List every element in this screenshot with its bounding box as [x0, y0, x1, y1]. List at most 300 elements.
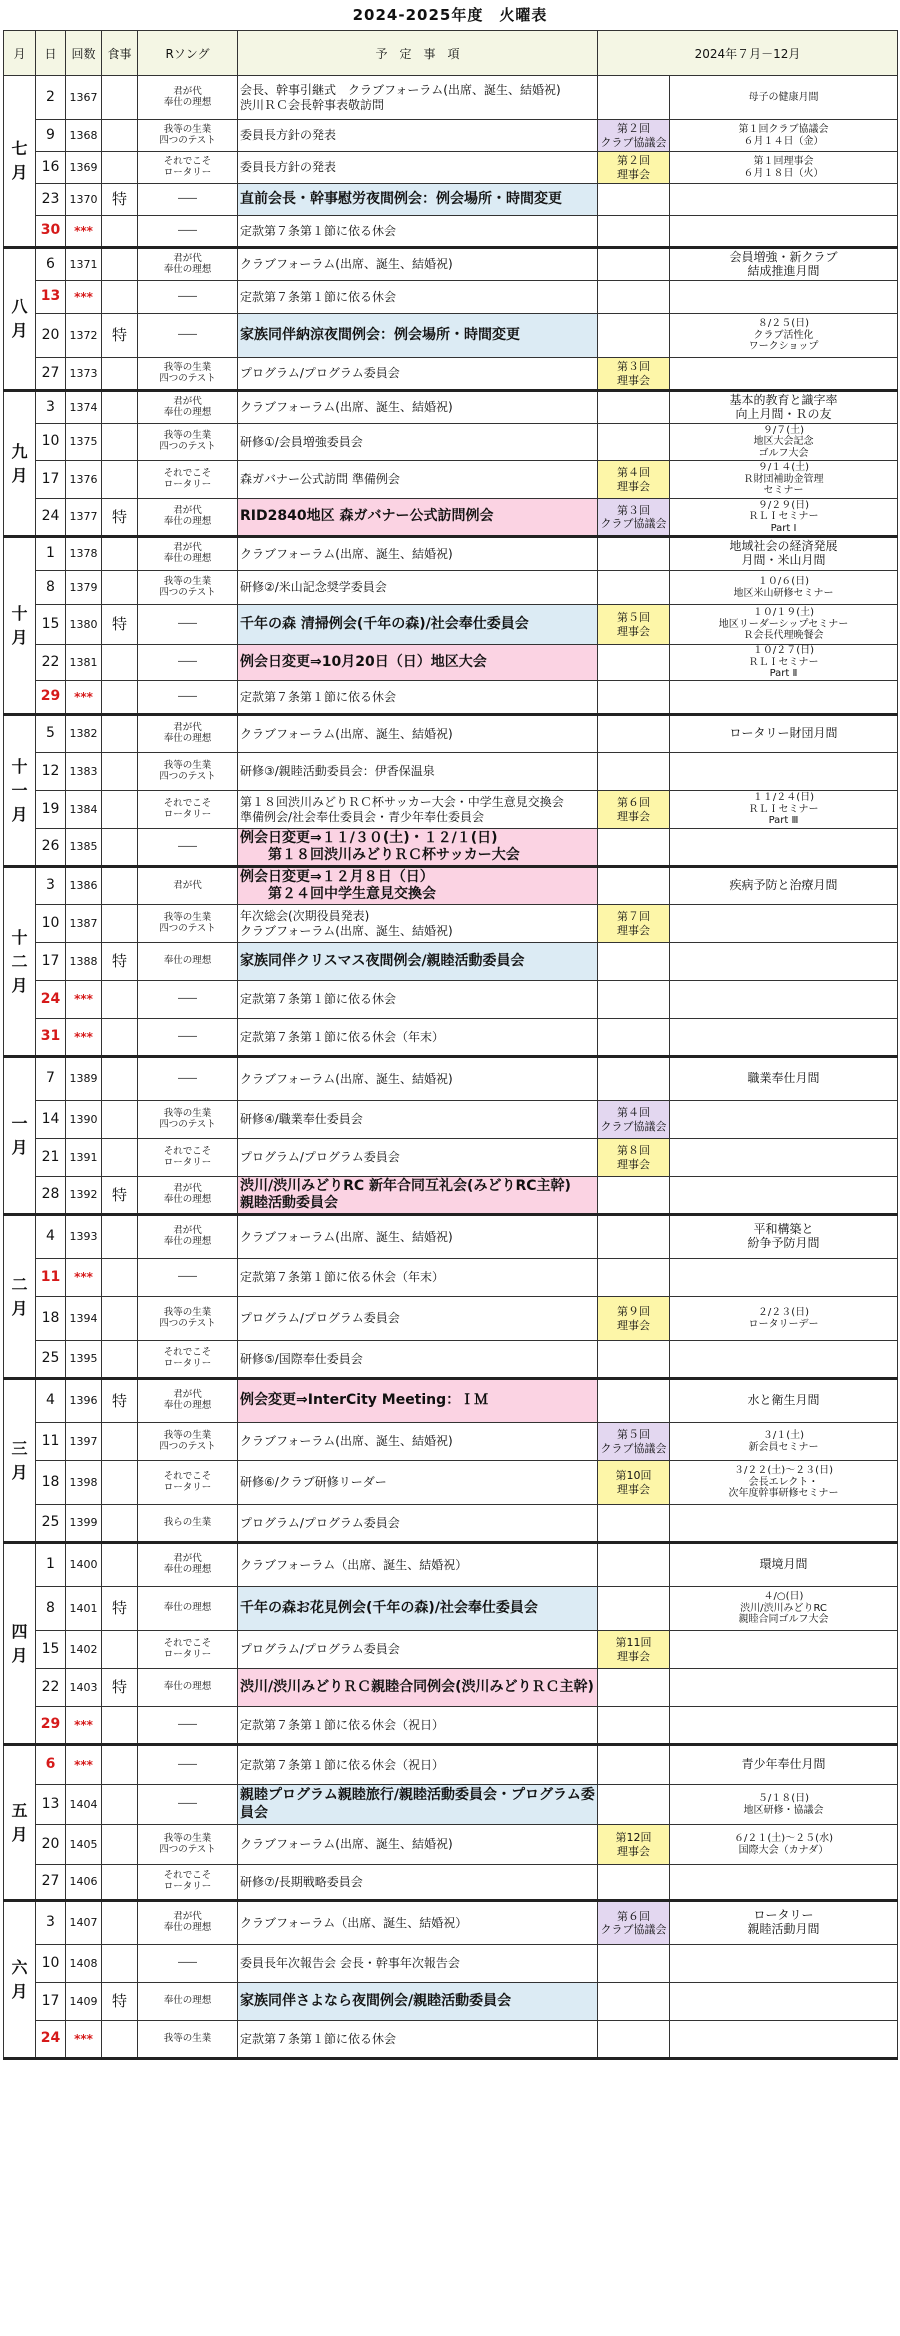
month-label	[4, 1215, 36, 1379]
song-cell: それでこそ ロータリー	[138, 1461, 238, 1505]
count-cell: ***	[66, 1019, 102, 1057]
event-cell: 年次総会(次期役員発表) クラブフォーラム(出席、誕生、結婚祝)	[238, 905, 598, 943]
header-month: 月	[4, 31, 36, 76]
board-cell: 第４回 クラブ協議会	[598, 1101, 670, 1139]
song-cell: それでこそ ロータリー	[138, 152, 238, 184]
song-cell: 君が代 奉仕の理想	[138, 1379, 238, 1423]
event-cell: 森ガバナー公式訪問 準備例会	[238, 461, 598, 499]
meal-cell	[102, 1215, 138, 1259]
meal-cell	[102, 1707, 138, 1745]
meal-cell	[102, 1865, 138, 1901]
note-cell: ４/○(日) 渋川/渋川みどりRC 親睦合同ゴルフ大会	[670, 1587, 898, 1631]
board-cell: 第３回 クラブ協議会	[598, 499, 670, 537]
count-cell: 1395	[66, 1341, 102, 1379]
song-cell: 君が代 奉仕の理想	[138, 248, 238, 281]
day-cell: 3	[36, 391, 66, 424]
table-row	[4, 1901, 898, 1945]
count-cell: ***	[66, 2021, 102, 2059]
day-cell: 28	[36, 1177, 66, 1215]
table-row	[4, 1259, 898, 1297]
meal-cell	[102, 1101, 138, 1139]
board-cell: 第２回 クラブ協議会	[598, 120, 670, 152]
event-cell: 渋川/渋川みどりRC 新年合同互礼会(みどりRC主幹) 親睦活動委員会	[238, 1177, 598, 1215]
board-cell: 第４回 理事会	[598, 461, 670, 499]
song-cell: ――	[138, 605, 238, 645]
note-cell: 基本的教育と識字率 向上月間・Ｒの友	[670, 391, 898, 424]
table-row	[4, 1461, 898, 1505]
month-text: 六月	[11, 1957, 28, 2001]
count-cell: 1369	[66, 152, 102, 184]
count-cell: 1383	[66, 753, 102, 791]
event-cell: 家族同伴さよなら夜間例会/親睦活動委員会	[238, 1983, 598, 2021]
song-cell: ――	[138, 1259, 238, 1297]
table-row	[4, 184, 898, 216]
count-cell: ***	[66, 1745, 102, 1785]
board-cell: 第10回 理事会	[598, 1461, 670, 1505]
count-cell: ***	[66, 681, 102, 715]
schedule-table	[3, 30, 898, 2060]
month-text: 八月	[11, 297, 28, 340]
day-cell: 8	[36, 571, 66, 605]
board-cell	[598, 753, 670, 791]
month-label	[4, 537, 36, 715]
table-row	[4, 1101, 898, 1139]
note-cell: 平和構築と 紛争予防月間	[670, 1215, 898, 1259]
table-row	[4, 753, 898, 791]
song-cell: 君が代 奉仕の理想	[138, 1543, 238, 1587]
board-cell	[598, 391, 670, 424]
table-row	[4, 391, 898, 424]
song-cell: ――	[138, 829, 238, 867]
table-row	[4, 461, 898, 499]
board-cell	[598, 715, 670, 753]
table-row	[4, 1745, 898, 1785]
note-cell	[670, 358, 898, 391]
day-cell: 7	[36, 1057, 66, 1101]
count-cell: 1387	[66, 905, 102, 943]
count-cell: 1380	[66, 605, 102, 645]
meal-cell	[102, 681, 138, 715]
day-cell: 17	[36, 1983, 66, 2021]
table-row	[4, 981, 898, 1019]
event-cell: プログラム/プログラム委員会	[238, 1505, 598, 1543]
board-cell	[598, 281, 670, 314]
song-cell: 君が代 奉仕の理想	[138, 1215, 238, 1259]
day-cell: 27	[36, 358, 66, 391]
month-label	[4, 1901, 36, 2059]
table-row	[4, 152, 898, 184]
song-cell: それでこそ ロータリー	[138, 1139, 238, 1177]
board-cell: 第３回 理事会	[598, 358, 670, 391]
song-cell: 君が代 奉仕の理想	[138, 537, 238, 571]
table-row	[4, 2021, 898, 2059]
meal-cell	[102, 152, 138, 184]
meal-cell	[102, 571, 138, 605]
event-cell: RID2840地区 森ガバナー公式訪問例会	[238, 499, 598, 537]
day-cell: 29	[36, 681, 66, 715]
count-cell: 1403	[66, 1669, 102, 1707]
song-cell: ――	[138, 645, 238, 681]
note-cell: ロータリー財団月間	[670, 715, 898, 753]
count-cell: 1385	[66, 829, 102, 867]
note-cell: ５/１８(日) 地区研修・協議会	[670, 1785, 898, 1825]
song-cell: 我等の生業 四つのテスト	[138, 1297, 238, 1341]
month-label	[4, 1745, 36, 1901]
day-cell: 10	[36, 1945, 66, 1983]
event-cell: 研修⑦/長期戦略委員会	[238, 1865, 598, 1901]
meal-cell	[102, 1423, 138, 1461]
event-cell: 委員長方針の発表	[238, 120, 598, 152]
meal-cell	[102, 645, 138, 681]
note-cell: 地域社会の経済発展 月間・米山月間	[670, 537, 898, 571]
table-row	[4, 537, 898, 571]
note-cell	[670, 1019, 898, 1057]
table-row	[4, 1543, 898, 1587]
meal-cell	[102, 120, 138, 152]
song-cell: ――	[138, 981, 238, 1019]
board-cell	[598, 1341, 670, 1379]
note-cell	[670, 1259, 898, 1297]
event-cell: クラブフォーラム(出席、誕生、結婚祝)	[238, 1057, 598, 1101]
meal-cell	[102, 1543, 138, 1587]
event-cell: クラブフォーラム（出席、誕生、結婚祝）	[238, 1543, 598, 1587]
song-cell: それでこそ ロータリー	[138, 1341, 238, 1379]
event-cell: クラブフォーラム(出席、誕生、結婚祝)	[238, 1825, 598, 1865]
note-cell: １０/１９(土) 地区リーダーシップセミナー Ｒ会長代理晩餐会	[670, 605, 898, 645]
table-row	[4, 1341, 898, 1379]
board-cell	[598, 1505, 670, 1543]
count-cell: 1399	[66, 1505, 102, 1543]
event-cell: 定款第７条第１節に依る休会（年末）	[238, 1019, 598, 1057]
song-cell: 奉仕の理想	[138, 1587, 238, 1631]
event-cell: 例会日変更⇒１２月８日（日） 第２４回中学生意見交換会	[238, 867, 598, 905]
note-cell	[670, 1983, 898, 2021]
count-cell: 1401	[66, 1587, 102, 1631]
meal-cell	[102, 753, 138, 791]
note-cell	[670, 753, 898, 791]
song-cell: ――	[138, 184, 238, 216]
event-cell: 定款第７条第１節に依る休会（祝日）	[238, 1745, 598, 1785]
event-cell: 定款第７条第１節に依る休会	[238, 681, 598, 715]
count-cell: 1404	[66, 1785, 102, 1825]
event-cell: 委員長方針の発表	[238, 152, 598, 184]
month-label	[4, 715, 36, 867]
table-row	[4, 358, 898, 391]
count-cell: 1391	[66, 1139, 102, 1177]
table-row	[4, 1707, 898, 1745]
day-cell: 17	[36, 943, 66, 981]
day-cell: 18	[36, 1461, 66, 1505]
table-row	[4, 1215, 898, 1259]
board-cell	[598, 1945, 670, 1983]
table-row	[4, 1587, 898, 1631]
table-row	[4, 681, 898, 715]
song-cell: 我等の生業 四つのテスト	[138, 1101, 238, 1139]
board-cell: 第２回 理事会	[598, 152, 670, 184]
board-cell: 第12回 理事会	[598, 1825, 670, 1865]
note-cell	[670, 1341, 898, 1379]
day-cell: 20	[36, 314, 66, 358]
board-cell	[598, 1865, 670, 1901]
table-row	[4, 424, 898, 461]
note-cell: １１/２４(日) ＲＬＩセミナー Part Ⅲ	[670, 791, 898, 829]
day-cell: 13	[36, 281, 66, 314]
board-cell	[598, 424, 670, 461]
board-cell	[598, 829, 670, 867]
table-row	[4, 829, 898, 867]
count-cell: 1381	[66, 645, 102, 681]
board-cell: 第６回 理事会	[598, 791, 670, 829]
table-row	[4, 1825, 898, 1865]
day-cell: 15	[36, 1631, 66, 1669]
song-cell: ――	[138, 216, 238, 248]
event-cell: 例会変更⇒InterCity Meeting：ＩＭ	[238, 1379, 598, 1423]
note-cell	[670, 905, 898, 943]
board-cell	[598, 1983, 670, 2021]
event-cell: 千年の森お花見例会(千年の森)/社会奉仕委員会	[238, 1587, 598, 1631]
event-cell: プログラム/プログラム委員会	[238, 1297, 598, 1341]
day-cell: 14	[36, 1101, 66, 1139]
song-cell: 奉仕の理想	[138, 1983, 238, 2021]
count-cell: 1400	[66, 1543, 102, 1587]
day-cell: 24	[36, 981, 66, 1019]
note-cell: ９/７(土) 地区大会記念 ゴルフ大会	[670, 424, 898, 461]
meal-cell: 特	[102, 605, 138, 645]
day-cell: 24	[36, 2021, 66, 2059]
board-cell	[598, 1745, 670, 1785]
table-header-row	[4, 31, 898, 76]
table-row	[4, 943, 898, 981]
table-row	[4, 791, 898, 829]
event-cell: プログラム/プログラム委員会	[238, 1139, 598, 1177]
count-cell: 1379	[66, 571, 102, 605]
month-label	[4, 1379, 36, 1543]
meal-cell	[102, 216, 138, 248]
table-row	[4, 571, 898, 605]
count-cell: 1374	[66, 391, 102, 424]
note-cell	[670, 943, 898, 981]
note-cell: １０/２７(日) ＲＬＩセミナー Part Ⅱ	[670, 645, 898, 681]
song-cell: ――	[138, 314, 238, 358]
note-cell: ３/２２(土)～２３(日) 会長エレクト・ 次年度幹事研修セミナー	[670, 1461, 898, 1505]
note-cell	[670, 1101, 898, 1139]
table-row	[4, 1177, 898, 1215]
note-cell: ８/２５(日) クラブ活性化 ワークショップ	[670, 314, 898, 358]
day-cell: 24	[36, 499, 66, 537]
meal-cell: 特	[102, 314, 138, 358]
meal-cell	[102, 1901, 138, 1945]
song-cell: 奉仕の理想	[138, 1669, 238, 1707]
note-cell	[670, 829, 898, 867]
song-cell: ――	[138, 681, 238, 715]
table-row	[4, 1865, 898, 1901]
count-cell: 1389	[66, 1057, 102, 1101]
note-cell	[670, 216, 898, 248]
event-cell: 研修⑤/国際奉仕委員会	[238, 1341, 598, 1379]
day-cell: 4	[36, 1379, 66, 1423]
song-cell: ――	[138, 1707, 238, 1745]
count-cell: 1367	[66, 76, 102, 120]
meal-cell	[102, 248, 138, 281]
note-cell	[670, 1945, 898, 1983]
event-cell: 研修①/会員増強委員会	[238, 424, 598, 461]
board-cell	[598, 314, 670, 358]
meal-cell	[102, 791, 138, 829]
note-cell	[670, 1139, 898, 1177]
count-cell: 1394	[66, 1297, 102, 1341]
song-cell: それでこそ ロータリー	[138, 1865, 238, 1901]
table-row	[4, 1669, 898, 1707]
event-cell: 定款第７条第１節に依る休会	[238, 281, 598, 314]
event-cell: 渋川/渋川みどりＲＣ親睦合同例会(渋川みどりＲＣ主幹)	[238, 1669, 598, 1707]
note-cell: 青少年奉仕月間	[670, 1745, 898, 1785]
meal-cell	[102, 981, 138, 1019]
header-schedule: 予 定 事 項	[238, 31, 598, 76]
board-cell: 第９回 理事会	[598, 1297, 670, 1341]
meal-cell	[102, 1139, 138, 1177]
count-cell: 1407	[66, 1901, 102, 1945]
count-cell: ***	[66, 281, 102, 314]
table-row	[4, 281, 898, 314]
day-cell: 10	[36, 424, 66, 461]
board-cell	[598, 1707, 670, 1745]
board-cell	[598, 1543, 670, 1587]
table-row	[4, 1423, 898, 1461]
event-cell: 定款第７条第１節に依る休会（年末）	[238, 1259, 598, 1297]
month-label	[4, 391, 36, 537]
board-cell	[598, 981, 670, 1019]
song-cell: 我等の生業 四つのテスト	[138, 120, 238, 152]
day-cell: 5	[36, 715, 66, 753]
song-cell: 君が代 奉仕の理想	[138, 1177, 238, 1215]
count-cell: 1371	[66, 248, 102, 281]
event-cell: 会長、幹事引継式 クラブフォーラム(出席、誕生、結婚祝) 渋川ＲＣ会長幹事表敬訪問	[238, 76, 598, 120]
board-cell	[598, 537, 670, 571]
meal-cell: 特	[102, 1587, 138, 1631]
event-cell: 家族同伴クリスマス夜間例会/親睦活動委員会	[238, 943, 598, 981]
meal-cell: 特	[102, 499, 138, 537]
day-cell: 21	[36, 1139, 66, 1177]
event-cell: 直前会長・幹事慰労夜間例会：例会場所・時間変更	[238, 184, 598, 216]
month-label	[4, 1057, 36, 1215]
song-cell: それでこそ ロータリー	[138, 461, 238, 499]
day-cell: 22	[36, 1669, 66, 1707]
meal-cell: 特	[102, 1983, 138, 2021]
count-cell: 1392	[66, 1177, 102, 1215]
count-cell: 1402	[66, 1631, 102, 1669]
day-cell: 22	[36, 645, 66, 681]
meal-cell	[102, 1461, 138, 1505]
table-row	[4, 1019, 898, 1057]
count-cell: ***	[66, 1707, 102, 1745]
meal-cell	[102, 1297, 138, 1341]
meal-cell	[102, 1019, 138, 1057]
board-cell	[598, 1669, 670, 1707]
board-cell: 第７回 理事会	[598, 905, 670, 943]
event-cell: 家族同伴納涼夜間例会：例会場所・時間変更	[238, 314, 598, 358]
song-cell: 君が代 奉仕の理想	[138, 76, 238, 120]
meal-cell	[102, 905, 138, 943]
count-cell: 1396	[66, 1379, 102, 1423]
table-row	[4, 1505, 898, 1543]
event-cell: クラブフォーラム(出席、誕生、結婚祝)	[238, 1215, 598, 1259]
count-cell: 1388	[66, 943, 102, 981]
event-cell: 千年の森 清掃例会(千年の森)/社会奉仕委員会	[238, 605, 598, 645]
note-cell: 環境月間	[670, 1543, 898, 1587]
count-cell: 1397	[66, 1423, 102, 1461]
board-cell	[598, 1057, 670, 1101]
meal-cell	[102, 2021, 138, 2059]
event-cell: クラブフォーラム(出席、誕生、結婚祝)	[238, 715, 598, 753]
month-text: 九月	[11, 441, 28, 485]
board-cell	[598, 248, 670, 281]
page-title: 2024-2025年度 火曜表	[352, 5, 548, 24]
note-cell: ９/２９(日) ＲＬＩセミナー Part Ⅰ	[670, 499, 898, 537]
meal-cell	[102, 1785, 138, 1825]
event-cell: 定款第７条第１節に依る休会（祝日）	[238, 1707, 598, 1745]
board-cell	[598, 1177, 670, 1215]
event-cell: 例会日変更⇒１１/３０(土)・１２/１(日) 第１８回渋川みどりＲＣ杯サッカー大会	[238, 829, 598, 867]
meal-cell	[102, 424, 138, 461]
meal-cell	[102, 1259, 138, 1297]
meal-cell	[102, 1745, 138, 1785]
count-cell: 1382	[66, 715, 102, 753]
event-cell: 研修④/職業奉仕委員会	[238, 1101, 598, 1139]
song-cell: 奉仕の理想	[138, 943, 238, 981]
meal-cell: 特	[102, 184, 138, 216]
day-cell: 11	[36, 1423, 66, 1461]
month-text: 四月	[11, 1621, 28, 1665]
count-cell: 1409	[66, 1983, 102, 2021]
note-cell	[670, 1631, 898, 1669]
meal-cell	[102, 537, 138, 571]
month-text: 三月	[11, 1438, 28, 1482]
month-label	[4, 1543, 36, 1745]
meal-cell: 特	[102, 1177, 138, 1215]
note-cell	[670, 1505, 898, 1543]
event-cell: クラブフォーラム(出席、誕生、結婚祝)	[238, 537, 598, 571]
day-cell: 18	[36, 1297, 66, 1341]
table-row	[4, 1983, 898, 2021]
note-cell: 第１回理事会 ６月１８日（火）	[670, 152, 898, 184]
note-cell: ６/２１(土)～２５(水) 国際大会（カナダ）	[670, 1825, 898, 1865]
event-cell: 定款第７条第１節に依る休会	[238, 981, 598, 1019]
song-cell: ――	[138, 1019, 238, 1057]
table-row	[4, 1785, 898, 1825]
month-label	[4, 867, 36, 1057]
table-row	[4, 499, 898, 537]
song-cell: 君が代 奉仕の理想	[138, 391, 238, 424]
month-text: 二月	[11, 1274, 28, 1318]
note-cell: 会員増強・新クラブ 結成推進月間	[670, 248, 898, 281]
count-cell: 1393	[66, 1215, 102, 1259]
count-cell: 1405	[66, 1825, 102, 1865]
event-cell: 例会日変更⇒10月20日（日）地区大会	[238, 645, 598, 681]
day-cell: 1	[36, 537, 66, 571]
song-cell: 我等の生業	[138, 2021, 238, 2059]
table-row	[4, 216, 898, 248]
table-row	[4, 1631, 898, 1669]
table-row	[4, 1297, 898, 1341]
count-cell: 1390	[66, 1101, 102, 1139]
note-cell	[670, 1865, 898, 1901]
event-cell: 研修⑥/クラブ研修リーダー	[238, 1461, 598, 1505]
count-cell: 1408	[66, 1945, 102, 1983]
meal-cell	[102, 829, 138, 867]
day-cell: 13	[36, 1785, 66, 1825]
board-cell	[598, 645, 670, 681]
table-row	[4, 76, 898, 120]
